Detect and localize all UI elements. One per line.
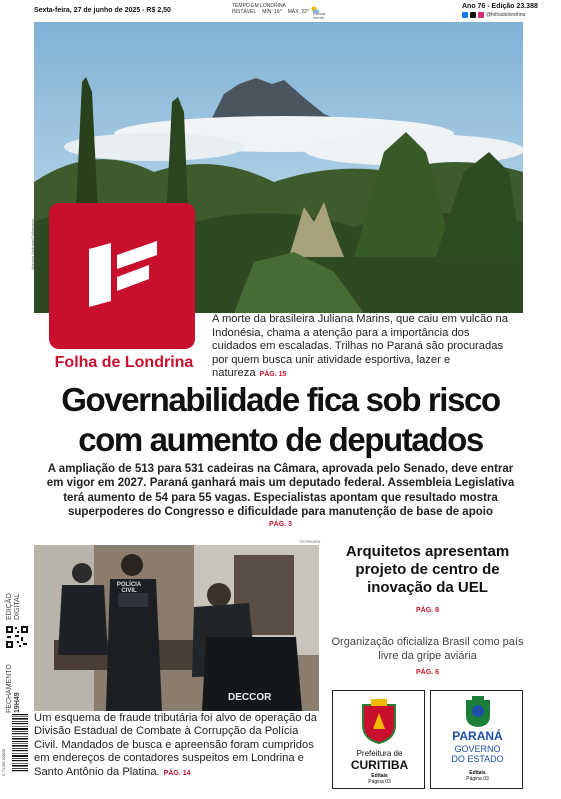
fechamento-label: [6, 664, 22, 713]
barcode-icon: [4, 712, 30, 776]
x-icon[interactable]: [470, 12, 476, 18]
police-caption-text: Um esquema de fraude tributária foi alvo de operação da Divisão Estadual de Combate à Corrupção da Polícia Civil. Mandados de busca e apreensão foram cumpridos em endereços de contadores suspeitos em Londrina e Santo Antônio da Platina.: [34, 712, 317, 778]
instagram-icon[interactable]: [478, 12, 484, 18]
main-page-ref[interactable]: PÁG. 3: [269, 521, 292, 528]
police-photo-credit: PCPR/AEN: [300, 539, 321, 544]
digital-text: DIGITAL: [14, 593, 21, 620]
police-photo: [34, 545, 319, 711]
social-links: [462, 12, 525, 18]
deccor-bag-label: DECCOR: [228, 692, 272, 703]
headline-line-1: Governabilidade fica sob risco: [61, 381, 500, 418]
barcode-number: 9 771980 169008: [2, 748, 6, 776]
weather-condition: INSTÁVEL: [232, 9, 257, 15]
edicao-digital-label: [6, 593, 22, 620]
curitiba-coat-of-arms-icon: [359, 699, 399, 745]
parana-page: Página 03: [466, 776, 489, 782]
ad-parana[interactable]: [430, 690, 523, 789]
ad-curitiba[interactable]: [332, 690, 425, 789]
weather-icon-label: Parcial- mente: [313, 11, 327, 20]
curitiba-editais: Editais: [371, 773, 388, 779]
parana-line2: GOVERNO: [454, 744, 501, 754]
parana-line3: DO ESTADO: [451, 754, 504, 764]
parana-line1: PARANÁ: [452, 729, 503, 743]
police-page-ref[interactable]: PÁG. 14: [163, 769, 191, 777]
weather-min: MÍN: 16°: [262, 9, 282, 15]
qr-code-icon[interactable]: [5, 625, 29, 649]
police-operation-image: [34, 545, 319, 711]
weather-max: MÁX: 22°: [287, 9, 309, 15]
edicao-text: EDIÇÃO: [6, 593, 13, 620]
curitiba-line1: Prefeitura de: [356, 749, 403, 758]
aviaria-headline[interactable]: Organização oficializa Brasil como país livre da gripe aviária: [331, 636, 524, 662]
main-deck: A ampliação de 513 para 531 cadeiras na Câmara, aprovada pelo Senado, deve entrar em vigor em 2027. Paraná ganhará mais um deputado federal. Assembleia Legislativa terá aumento de 54 para 55 vagas. Especialistas apontam que resultado mostra superpoderes do Congresso e dificuldade para manutenção de base de apoio: [46, 463, 515, 519]
edition-number: Ano 76 - Edição 23.388: [462, 3, 538, 10]
police-caption: [34, 712, 324, 780]
headline-line-2: com aumento de deputados: [78, 421, 483, 458]
hero-photo-credit: Marcelo Andrade/Folhapress: [30, 218, 35, 270]
aviaria-page-ref[interactable]: PÁG. 6: [416, 669, 439, 676]
brand-name: Folha de Londrina: [54, 354, 194, 371]
parana-editais: Editais: [469, 770, 486, 776]
parana-flag-icon: [463, 696, 493, 728]
arquitetos-page-ref[interactable]: PÁG. 8: [416, 607, 439, 614]
fechamento-time: 19H49: [14, 692, 21, 713]
arquitetos-headline[interactable]: Arquitetos apresentam projeto de centro de inovação da UEL: [345, 543, 510, 596]
social-handle[interactable]: @folhadelondrina: [486, 12, 526, 18]
brand-logo[interactable]: [49, 203, 195, 349]
hero-page-ref[interactable]: PÁG. 15: [259, 371, 287, 379]
hero-caption: [212, 313, 517, 382]
police-vest-label: POLÍCIA CIVIL: [116, 582, 142, 594]
date-price: Sexta-feira, 27 de junho de 2025 - R$ 2,50: [34, 7, 171, 14]
curitiba-line2: CURITIBA: [350, 758, 409, 772]
main-headline[interactable]: [20, 380, 541, 460]
weather-title: TEMPO EM LONDRINA: [232, 3, 286, 9]
weather-box: [232, 3, 315, 15]
folha-logo-icon: [49, 203, 195, 349]
fechamento-text: FECHAMENTO: [6, 664, 13, 713]
hero-caption-text: A morte da brasileira Juliana Marins, que caiu em vulcão na Indonésia, chama a atenção para a importância dos cuidados em escaladas. Trilhas no Paraná são procuradas por quem busca unir atividade esportiva, lazer e natureza: [212, 313, 508, 380]
facebook-icon[interactable]: [462, 12, 468, 18]
curitiba-page: Página 03: [368, 779, 391, 785]
